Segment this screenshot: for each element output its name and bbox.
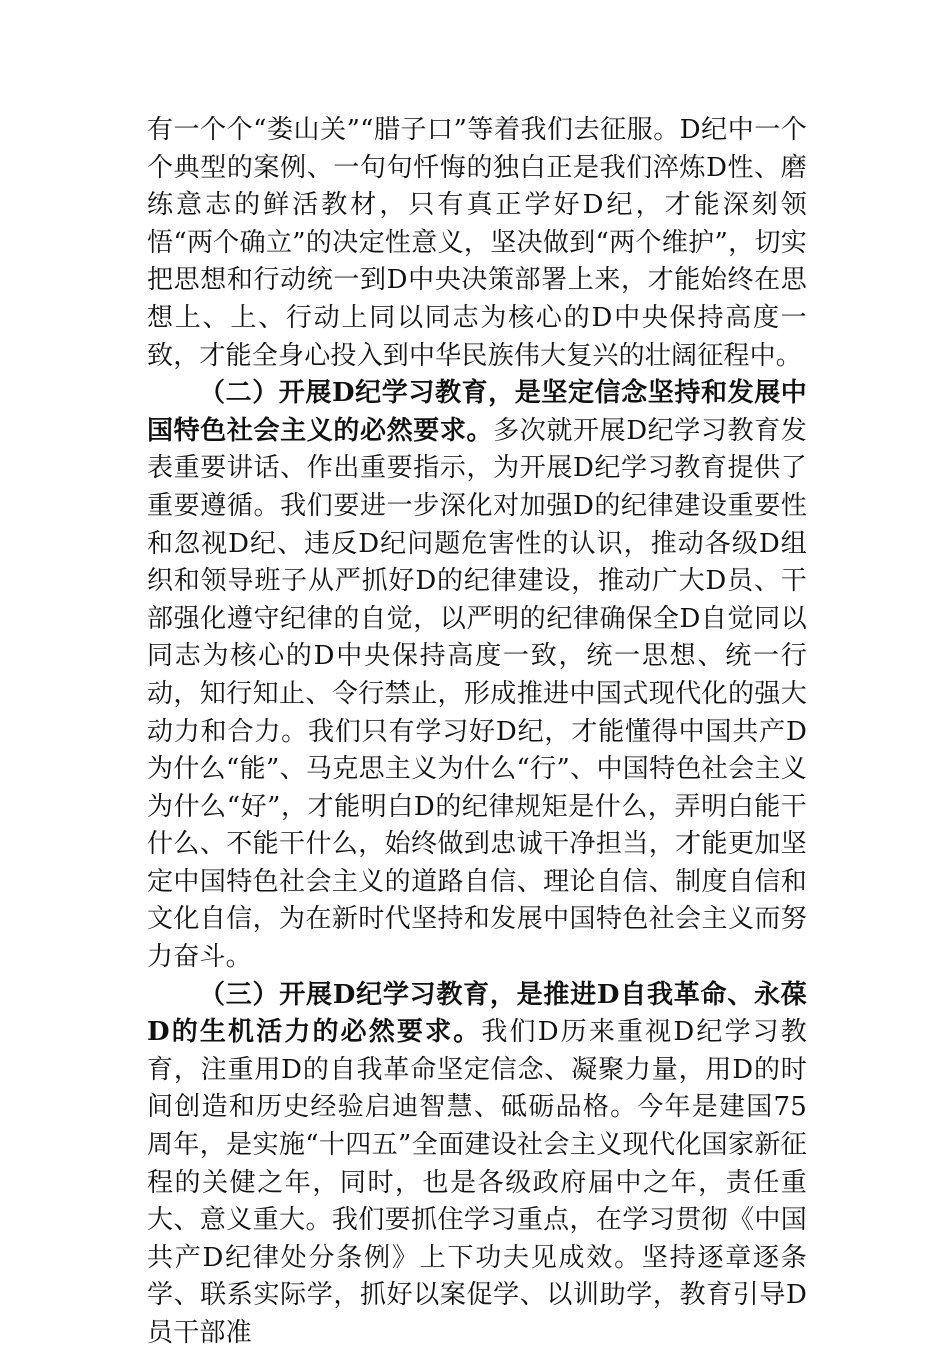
paragraph-3-heading: （三）开展D纪学习教育，是推进D自我革命、永葆D的生机活力的必然要求。 — [147, 979, 807, 1048]
paragraph-2-heading: （二）开展D纪学习教育，是坚定信念坚持和发展中国特色社会主义的必然要求。 — [147, 378, 807, 446]
paragraph-2-body: 多次就开展D纪学习教育发表重要讲话、作出重要指示，为开展D纪学习教育提供了重要遵循。我们要进一步深化对加强D的纪律建设重要性和忽视D纪、违反D纪问题危害性的认识，推动各级D组织和领导班子从严抓好D的纪律建设，推动广大D员、干部强化遵守纪律的自觉，以严明的纪律确保全D自觉同以同志为核心的D中央保持高度一致，统一思想、统一行动，知行知止、令行禁止，形成推进中国式现代化的强大动力和合力。我们只有学习好D纪，才能懂得中国共产D为什么“能”、马克思主义为什么“行”、中国特色社会主义为什么“好”，才能明白D的纪律规矩是什么，弄明白能干什么、不能干什么，始终做到忠诚干净担当，才能更加坚定中国特色社会主义的道路自信、理论自信、制度自信和文化自信，为在新时代坚持和发展中国特色社会主义而努力奋斗。 — [147, 415, 807, 973]
paragraph-3 — [147, 977, 807, 1353]
paragraph-2 — [147, 375, 807, 977]
paragraph-1 — [147, 112, 807, 375]
paragraph-3-body: 我们D历来重视D纪学习教育，注重用D的自我革命坚定信念、凝聚力量，用D的时间创造和历史经验启迪智慧、砥砺品格。今年是建国75周年，是实施“十四五”全面建设社会主义现代化国家新征程的关健之年，同时，也是各级政府届中之年，责任重大、意义重大。我们要抓住学习重点，在学习贯彻《中国共产D纪律处分条例》上下功夫见成效。坚持逐章逐条学、联系实际学，抓好以案促学、以训助学，教育引导D员干部准 — [147, 1017, 807, 1348]
paragraph-1-body: 有一个个“娄山关”“腊子口”等着我们去征服。D纪中一个个典型的案例、一句句忏悔的独白正是我们淬炼D性、磨练意志的鲜活教材，只有真正学好D纪，才能深刻领悟“两个确立”的决定性意义，坚决做到“两个维护”，切实把思想和行动统一到D中央决策部署上来，才能始终在思想上、上、行动上同以同志为核心的D中央保持高度一致，才能全身心投入到中华民族伟大复兴的壮阔征程中。 — [147, 115, 807, 371]
document-body — [147, 112, 807, 1353]
